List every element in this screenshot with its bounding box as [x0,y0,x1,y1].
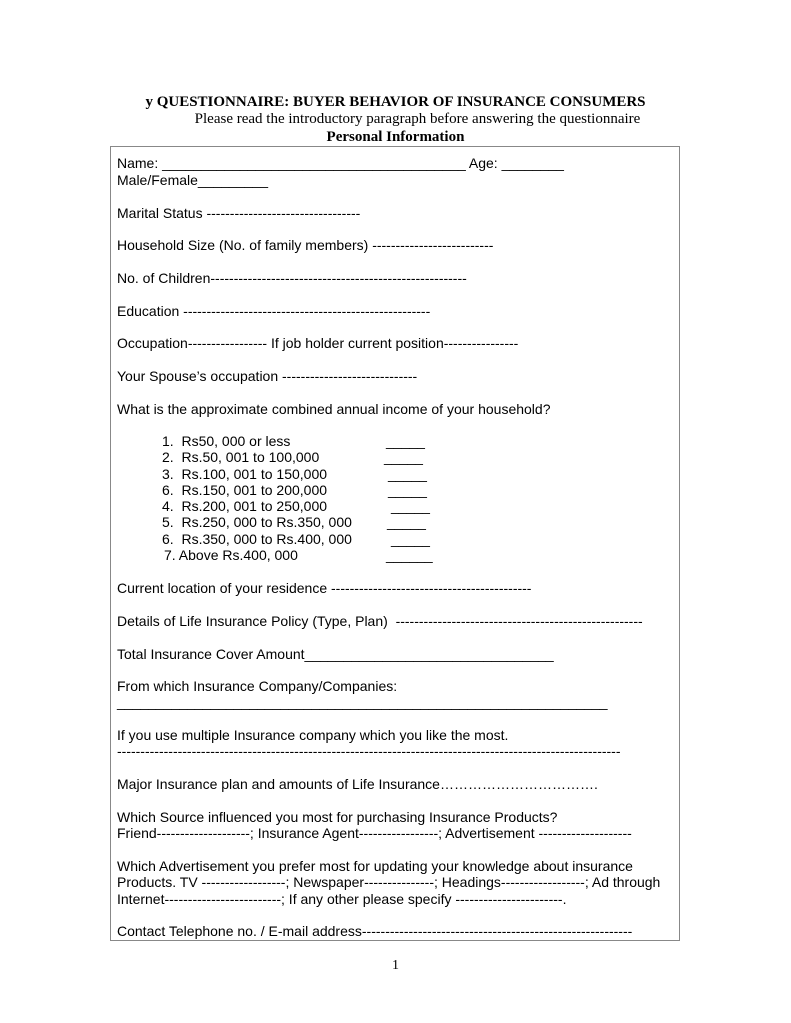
income-option-label: 5. Rs.250, 000 to Rs.350, 000 [162,514,352,530]
income-option-label: 1. Rs50, 000 or less [162,433,291,449]
income-option-blank[interactable]: _____ [386,433,425,449]
section-heading: Personal Information [326,129,465,145]
income-option-label: 2. Rs.50, 001 to 100,000 [162,449,320,465]
income-option-label: 6. Rs.350, 000 to Rs.400, 000 [162,531,352,547]
major-plan-field[interactable]: Major Insurance plan and amounts of Life Insurance……………………………. [117,776,598,792]
page-number: 1 [392,958,399,973]
income-question: What is the approximate combined annual income of your household? [117,401,551,417]
policy-details-field[interactable]: Details of Life Insurance Policy (Type, Plan) ----------------------------------------------------- [117,613,643,629]
source-question: Which Source influenced you most for purchasing Insurance Products? [117,809,558,825]
insurance-cover-field[interactable]: Total Insurance Cover Amount________________________________ [117,646,554,662]
insurance-company-question: From which Insurance Company/Companies: [117,678,398,694]
income-option-label: 6. Rs.150, 001 to 200,000 [162,482,328,498]
income-option-blank[interactable]: _____ [384,449,423,465]
contact-field[interactable]: Contact Telephone no. / E-mail address---------------------------------------------------------- [117,923,633,939]
advertisement-options-field[interactable]: Internet-------------------------; If any other please specify -----------------------. [117,891,567,907]
gender-field[interactable]: Male/Female_________ [117,172,268,188]
questionnaire-title: y QUESTIONNAIRE: BUYER BEHAVIOR OF INSURANCE CONSUMERS [145,94,646,110]
children-field[interactable]: No. of Children------------------------------------------------------- [117,270,467,286]
multiple-company-question: If you use multiple Insurance company which you like the most. [117,727,509,743]
questionnaire-subtitle: Please read the introductory paragraph before answering the questionnaire [194,111,641,127]
income-option-label: 7. Above Rs.400, 000 [164,547,298,563]
marital-status-field[interactable]: Marital Status --------------------------------- [117,205,361,221]
income-option-blank[interactable]: _____ [388,466,427,482]
spouse-occupation-field[interactable]: Your Spouse’s occupation ----------------------------- [117,368,418,384]
income-option-blank[interactable]: _____ [391,498,430,514]
source-options-field[interactable]: Friend--------------------; Insurance Agent-----------------; Advertisement -------------------- [117,825,632,841]
advertisement-options-field[interactable]: Products. TV ------------------; Newspaper---------------; Headings------------------; Ad through [117,874,661,890]
household-size-field[interactable]: Household Size (No. of family members) -------------------------- [117,237,494,253]
income-option-label: 3. Rs.100, 001 to 150,000 [162,466,328,482]
name-age-field[interactable]: Name: _______________________________________ Age: ________ [117,155,564,171]
insurance-company-blank[interactable]: _______________________________________________________________ [117,694,608,710]
multiple-company-blank[interactable]: ------------------------------------------------------------------------------------------------------------ [117,743,621,759]
income-option-blank[interactable]: ______ [386,547,433,563]
income-option-blank[interactable]: _____ [388,482,427,498]
residence-location-field[interactable]: Current location of your residence ------------------------------------------- [117,580,532,596]
income-option-label: 4. Rs.200, 001 to 250,000 [162,498,328,514]
income-option-blank[interactable]: _____ [391,531,430,547]
occupation-field[interactable]: Occupation----------------- If job holder current position---------------- [117,335,519,351]
income-option-blank[interactable]: _____ [387,514,426,530]
education-field[interactable]: Education ----------------------------------------------------- [117,303,431,319]
advertisement-question: Which Advertisement you prefer most for updating your knowledge about insurance [117,858,633,874]
